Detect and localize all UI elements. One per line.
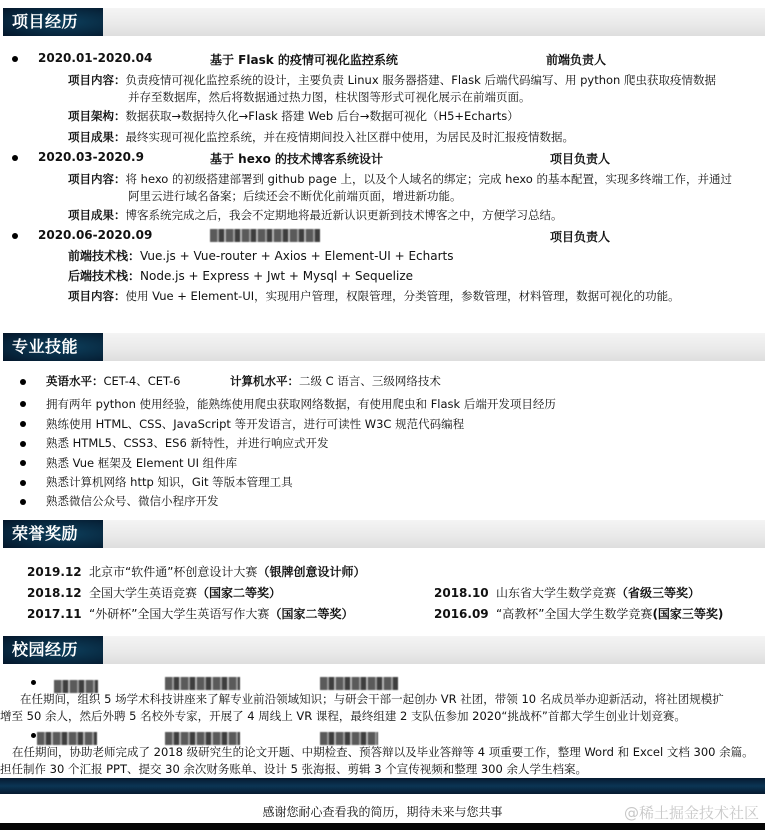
- campus-role-redacted: [165, 673, 240, 692]
- skill-item: 计算机水平：二级 C 语言、三级网络技术: [230, 374, 441, 388]
- section-header-bar: [70, 333, 765, 361]
- project-detail: 项目内容：使用 Vue + Element-UI，实现用户管理，权限管理，分类管理，参数管理，材料管理，数据可视化的功能。: [68, 289, 680, 303]
- skill-item: 熟练使用 HTML、CSS、JavaScript 等开发语言，进行可读性 W3C 规范代码编程: [46, 417, 465, 431]
- skill-item: 熟悉微信公众号、微信小程序开发: [46, 494, 219, 508]
- bullet-icon: [20, 499, 26, 505]
- campus-desc: 增至 50 余人，然后外聘 5 名校外专家，开展了 4 周线上 VR 课程，最终组建 2 支队伍参加 2020“挑战杯”首都大学生创业计划竞赛。: [0, 709, 686, 723]
- project-role: 项目负责人: [550, 152, 611, 166]
- bullet-icon: [12, 155, 18, 161]
- section-header-bar: [70, 8, 765, 36]
- skill-item: 熟悉计算机网络 http 知识，Git 等版本管理工具: [46, 475, 293, 489]
- project-detail: 后端技术栈：Node.js + Express + Jwt + Mysql + Sequelize: [68, 269, 413, 283]
- section-header-projects: [0, 8, 765, 36]
- section-title: 校园经历: [3, 636, 103, 664]
- section-header-bar: [70, 636, 765, 664]
- project-date: 2020.03-2020.9: [38, 150, 144, 164]
- bullet-icon: [20, 421, 26, 427]
- project-detail: 项目架构：数据获取→数据持久化→Flask 搭建 Web 后台→数据可视化（H5+Echarts）: [68, 109, 519, 123]
- project-role: 前端负责人: [546, 53, 607, 67]
- skill-item: 拥有两年 python 使用经验，能熟练使用爬虫获取网络数据，有使用爬虫和 Flask 后端开发项目经历: [46, 397, 556, 411]
- project-detail: 项目内容：将 hexo 的初级搭建部署到 github page 上，以及个人域名的绑定；完成 hexo 的基本配置，实现多终端工作，并通过: [68, 172, 732, 186]
- watermark: @稀土掘金技术社区: [623, 804, 759, 822]
- award-item: 2019.12 北京市“软件通”杯创意设计大赛（银牌创意设计师）: [27, 565, 366, 579]
- bullet-icon: [20, 401, 26, 407]
- footer-band: [0, 778, 765, 794]
- bullet-icon: [31, 733, 36, 738]
- project-name: 基于 hexo 的技术博客系统设计: [210, 152, 384, 166]
- section-header-awards: [0, 520, 765, 548]
- section-header-skills: [0, 333, 765, 361]
- project-name: 基于 Flask 的疫情可视化监控系统: [210, 53, 398, 67]
- section-title: 专业技能: [3, 333, 103, 361]
- award-item: 2016.09 “高教杯”全国大学生数学竞赛(国家三等奖): [434, 607, 724, 621]
- award-item: 2018.10 山东省大学生数学竞赛（省级三等奖）: [434, 586, 701, 600]
- project-name-redacted: [210, 228, 320, 242]
- bullet-icon: [12, 56, 18, 62]
- project-detail-cont: 阿里云进行域名备案；后续还会不断优化前端页面，增进新功能。: [128, 189, 462, 203]
- section-title: 荣誉奖励: [3, 520, 103, 548]
- section-header-campus: [0, 636, 765, 664]
- skill-item: 熟悉 Vue 框架及 Element UI 组件库: [46, 456, 238, 470]
- footer-bottom-bar: [0, 823, 765, 830]
- project-date: 2020.06-2020.09: [38, 228, 153, 242]
- section-title: 项目经历: [3, 8, 103, 36]
- bullet-icon: [20, 441, 26, 447]
- project-date: 2020.01-2020.04: [38, 51, 153, 65]
- bullet-icon: [20, 379, 26, 385]
- bullet-icon: [20, 480, 26, 486]
- award-item: 2018.12 全国大学生英语竞赛（国家二等奖）: [27, 586, 282, 600]
- project-detail: 项目内容：负责疫情可视化监控系统的设计，主要负责 Linux 服务器搭建、Flask 后端代码编写、用 python 爬虫获取疫情数据: [68, 73, 716, 87]
- project-role: 项目负责人: [550, 230, 611, 244]
- bullet-icon: [31, 680, 36, 685]
- award-item: 2017.11 “外研杯”全国大学生英语写作大赛（国家二等奖）: [27, 607, 354, 621]
- section-header-bar: [70, 520, 765, 548]
- campus-date-redacted: [320, 673, 398, 692]
- bullet-icon: [20, 460, 26, 466]
- project-detail: 项目成果：最终实现可视化监控系统，并在疫情期间投入社区群中使用，为居民及时汇报疫情数据。: [68, 130, 574, 144]
- skill-item: 英语水平：CET-4、CET-6: [46, 374, 181, 388]
- project-detail: 前端技术栈：Vue.js + Vue-router + Axios + Element-UI + Echarts: [68, 249, 454, 263]
- campus-desc: 在任期间，协助老师完成了 2018 级研究生的论文开题、中期检查、预答辩以及毕业答辩等 4 项重要工作，整理 Word 和 Excel 文档 300 余篇。: [12, 745, 754, 759]
- bullet-icon: [12, 233, 18, 239]
- campus-desc: 担任制作 30 个汇报 PPT、提交 30 余次财务账单、设计 5 张海报、剪辑 3 个宣传视频和整理 300 余人学生档案。: [0, 762, 587, 776]
- campus-desc: 在任期间，组织 5 场学术科技讲座来了解专业前沿领域知识；与研会干部一起创办 VR 社团，带领 10 名成员举办迎新活动，将社团规模扩: [20, 692, 724, 706]
- project-detail-cont: 并存至数据库，然后将数据通过热力图，柱状图等形式可视化展示在前端页面。: [128, 90, 531, 104]
- skill-item: 熟悉 HTML5、CSS3、ES6 新特性，并进行响应式开发: [46, 436, 329, 450]
- footer-message: 感谢您耐心查看我的简历，期待未来与您共事: [262, 805, 503, 819]
- project-detail: 项目成果：博客系统完成之后，我会不定期地将最近新认识更新到技术博客之中，方便学习总结。: [68, 208, 563, 222]
